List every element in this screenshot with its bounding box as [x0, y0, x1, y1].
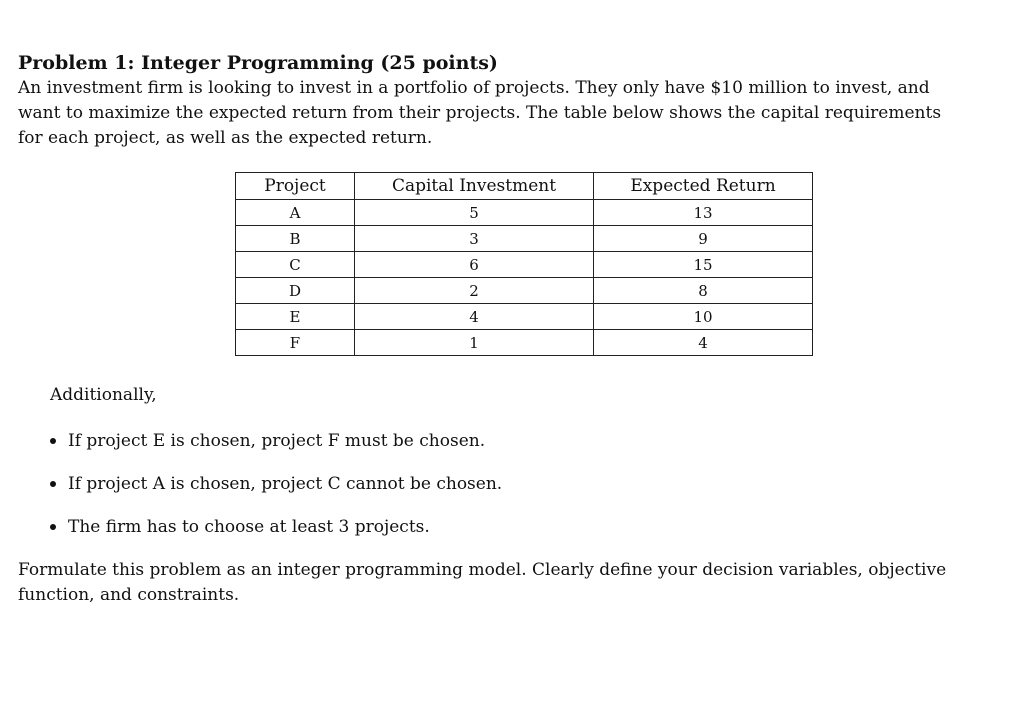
- cell-capital: 6: [355, 252, 594, 278]
- table-row: [236, 330, 813, 356]
- cell-return: 13: [594, 200, 813, 226]
- table-row: [236, 304, 813, 330]
- table-row: [236, 226, 813, 252]
- header-capital-investment: Capital Investment: [355, 173, 594, 200]
- cell-return: 4: [594, 330, 813, 356]
- cell-project: B: [236, 226, 355, 252]
- cell-return: 15: [594, 252, 813, 278]
- constraint-text: If project A is chosen, project C cannot be chosen.: [68, 474, 503, 494]
- cell-capital: 4: [355, 304, 594, 330]
- cell-return: 10: [594, 304, 813, 330]
- problem-intro: [18, 76, 983, 151]
- closing-instruction: [18, 558, 983, 608]
- intro-line-1: An investment firm is looking to invest in a portfolio of projects. They only have $10 million to invest, and: [18, 78, 930, 98]
- bullet-icon: [50, 438, 56, 444]
- constraint-text: The firm has to choose at least 3 projects.: [68, 517, 430, 537]
- problem-document: [18, 50, 983, 608]
- closing-line-2: function, and constraints.: [18, 585, 240, 605]
- intro-line-3: for each project, as well as the expected return.: [18, 128, 433, 148]
- cell-project: C: [236, 252, 355, 278]
- cell-project: F: [236, 330, 355, 356]
- closing-line-1: Formulate this problem as an integer programming model. Clearly define your decision variables, objective: [18, 560, 947, 580]
- cell-capital: 1: [355, 330, 594, 356]
- bullet-icon: [50, 481, 56, 487]
- cell-return: 9: [594, 226, 813, 252]
- table-row: [236, 278, 813, 304]
- constraint-text: If project E is chosen, project F must be chosen.: [68, 431, 486, 451]
- table-row: [236, 200, 813, 226]
- list-item: [50, 429, 983, 453]
- cell-capital: 2: [355, 278, 594, 304]
- header-expected-return: Expected Return: [594, 173, 813, 200]
- constraint-list: [50, 429, 983, 539]
- cell-capital: 5: [355, 200, 594, 226]
- cell-capital: 3: [355, 226, 594, 252]
- cell-return: 8: [594, 278, 813, 304]
- cell-project: A: [236, 200, 355, 226]
- table-header-row: [236, 173, 813, 200]
- bullet-icon: [50, 524, 56, 530]
- problem-title: Problem 1: Integer Programming (25 points): [18, 52, 498, 74]
- project-table: [235, 172, 813, 356]
- cell-project: E: [236, 304, 355, 330]
- header-project: Project: [236, 173, 355, 200]
- additionally-lead: Additionally,: [50, 385, 157, 405]
- list-item: [50, 515, 983, 539]
- intro-line-2: want to maximize the expected return from their projects. The table below shows the capital requirements: [18, 103, 942, 123]
- project-table-wrapper: [235, 172, 983, 356]
- list-item: [50, 472, 983, 496]
- cell-project: D: [236, 278, 355, 304]
- table-row: [236, 252, 813, 278]
